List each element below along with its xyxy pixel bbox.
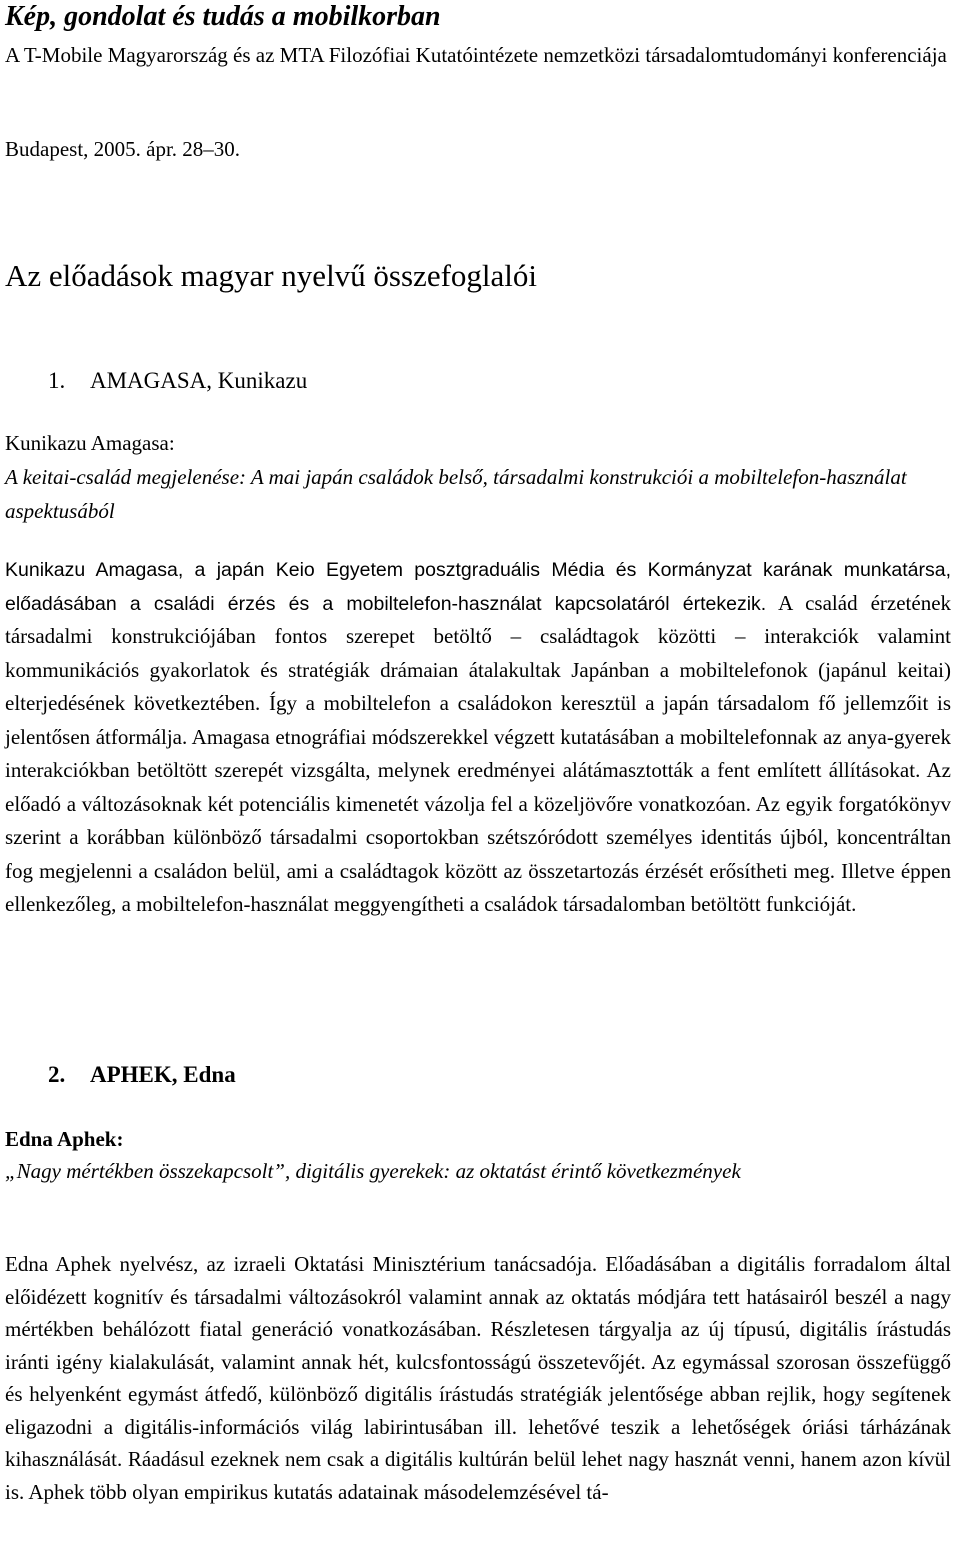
entry-heading <box>48 364 307 398</box>
conference-title: Kép, gondolat és tudás a mobilkorban <box>5 1 441 32</box>
talk-title: „Nagy mértékben összekapcsolt”, digitális gyerekek: az oktatást érintő következmények <box>5 1159 741 1183</box>
conference-subtitle: A T-Mobile Magyarország és az MTA Filozófiai Kutatóintézete nemzetközi társadalomtudományi konferenciája <box>5 43 947 67</box>
abstract-text-sans: Kunikazu Amagasa, a japán Keio Egyetem posztgraduális Média és Kormányzat karának munkatársa, előadásában a családi érzés és a mobiltelefon-használat kapcsolatáról értekezik. <box>5 559 951 615</box>
entry-name: APHEK, Edna <box>90 1062 236 1087</box>
abstract-text: Edna Aphek nyelvész, az izraeli Oktatási Minisztérium tanácsadója. Előadásában a digitális forradalom által előidézett kognitív és társadalmi változásokról valamint annak az oktatás módjára tett hatásairól beszél a nagy mértékben behálózott fiatal generáció vonatkozásában. Részletesen tárgyalja az új típusú, digitális írástudás iránti igény kialakulását, valamint annak hét, kulcsfontosságú összetevőjét. Az egymással szorosan összefüggő és helyenként egymást átfedő, különböző digitális írástudás stratégiák jelentősége abban rejlik, hogy segítenek eligazodni a digitális-információs világ labirintusában ill. lehetővé teszik a lehetőségek óriási tárházának kihasználását. Ráadásul ezeknek nem csak a digitális kultúrán belül lehet nagy hasznát venni, hanem azon kívül is. Aphek több olyan empirikus kutatás adatainak másodelemzésével tá- <box>5 1252 951 1504</box>
entry-number: 1. <box>48 368 66 393</box>
author-label: Edna Aphek: <box>5 1127 124 1151</box>
entry-heading <box>48 1058 236 1092</box>
conference-date: Budapest, 2005. ápr. 28–30. <box>5 137 241 161</box>
section-title: Az előadások magyar nyelvű összefoglalói <box>5 258 537 293</box>
entry-number: 2. <box>48 1062 66 1087</box>
abstract-text <box>5 554 951 922</box>
talk-title: A keitai-család megjelenése: A mai japán családok belső, társadalmi konstrukciói a mobiltelefon-használat aspektusából <box>5 465 907 523</box>
author-label: Kunikazu Amagasa: <box>5 431 175 455</box>
entry-name: AMAGASA, Kunikazu <box>90 368 308 393</box>
abstract-text-serif: A család érzetének társadalmi konstrukciójában fontos szerepet betöltő – családtagok közötti – interakciók valamint kommunikációs gyakorlatok és stratégiák drámaian átalakultak Japánban a mobiltelefonok (japánul keitai) elterjedésének következtében. Így a mobiltelefon a családokon keresztül a japán társadalom fő jellemzőit is jelentősen átformálja. Amagasa etnográfiai módszerekkel végzett kutatásában a mobiltelefonnak az anya-gyerek interakciókban betöltött szerepét vizsgálta, melynek eredményei alátámasztották a fent említett állításokat. Az előadó a változásoknak két potenciális kimenetét vázolja fel a közeljövőre vonatkozóan. Az egyik forgatókönyv szerint a korábban különböző társadalmi csoportokban szétszóródott személyes identitás újból, koncentráltan fog megjelenni a családon belül, ami a családtagok között az összetartozás érzését erősítheti meg. Illetve éppen ellenkezőleg, a mobiltelefon-használat meggyengítheti a családok társadalomban betöltött funkcióját. <box>5 590 952 916</box>
